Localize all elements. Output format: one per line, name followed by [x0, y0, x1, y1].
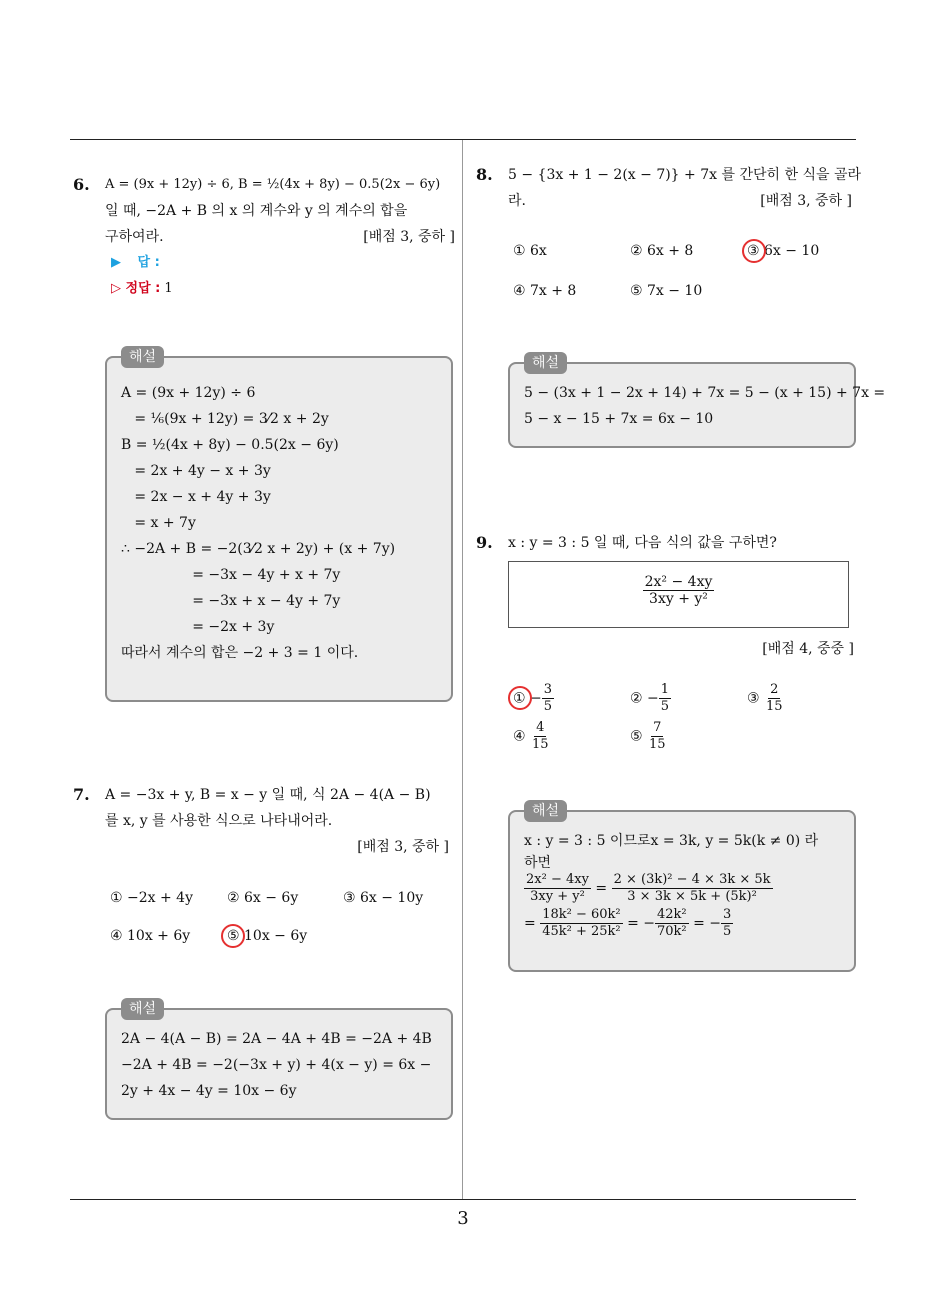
question-text-line: A = (9x + 12y) ÷ 6, B = ½(4x + 8y) − 0.5(2x − 6y) [105, 177, 441, 192]
correct-value: 1 [164, 281, 173, 296]
correct-answer-row [105, 276, 455, 302]
question-6 [73, 172, 455, 302]
explanation-line: = −3x + x − 4y + 7y [121, 593, 341, 609]
points-label: [배점 4, 중중 ] [762, 641, 854, 657]
option-1[interactable]: ① − $\frac{3}{5}$ [513, 682, 553, 714]
points-label: [배점 3, 중하 ] [760, 193, 852, 209]
option-5[interactable]: ⑤ 7x − 10 [630, 283, 703, 299]
explanation-line: = 2x − x + 4y + 3y [121, 489, 271, 505]
explanation-lines [121, 380, 437, 666]
explanation-line: 2A − 4(A − B) = 2A − 4A + 4B = −2A + 4B [121, 1031, 432, 1047]
question-text-line: 5 − {3x + 1 − 2(x − 7)} + 7x 를 간단히 한 식을 골라 [508, 167, 861, 183]
selected-answer-circle [508, 686, 532, 710]
explanation-box-6 [105, 349, 453, 702]
explanation-tag: 해설 [121, 346, 164, 368]
expression-fraction: $\frac{\text{2x² − 4xy}}{\text{3xy + y²}}$ [644, 574, 713, 607]
explanation-line: B = ½(4x + 8y) − 0.5(2x − 6y) [121, 437, 339, 453]
explanation-box-7 [105, 1001, 453, 1120]
question-text-line: x : y = 3 : 5 일 때, 다음 식의 값을 구하면? [508, 535, 777, 551]
explanation-line: A = (9x + 12y) ÷ 6 [121, 385, 256, 401]
explanation-line: = −2x + 3y [121, 619, 275, 635]
option-5[interactable]: ⑤ $\frac{7}{15}$ [630, 720, 666, 752]
expression-box [508, 561, 849, 628]
explanation-box-8 [508, 355, 886, 448]
explanation-line: x : y = 3 : 5 이므로x = 3k, y = 5k(k ≠ 0) 라 [524, 833, 819, 849]
option-3[interactable]: ③ 6x − 10 [747, 243, 820, 259]
question-number: 6. [73, 175, 90, 194]
explanation-line: = 2x + 4y − x + 3y [121, 463, 271, 479]
question-text-line: 구하여라. [105, 229, 164, 245]
option-1[interactable]: ① 6x [513, 243, 547, 259]
question-7 [73, 782, 455, 860]
question-8 [476, 162, 861, 214]
bottom-rule [70, 1199, 856, 1200]
explanation-line: = ⅙(9x + 12y) = 3⁄2 x + 2y [121, 411, 329, 427]
option-4[interactable]: ④ 7x + 8 [513, 283, 577, 299]
option-5[interactable]: ⑤ 10x − 6y [227, 928, 308, 944]
explanation-line: 5 − (3x + 1 − 2x + 14) + 7x = 5 − (x + 15) + 7x = [524, 385, 886, 401]
explanation-equation-1: $\frac{\text{2x² − 4xy}}{\text{3xy + y²}}$ = $\frac{\text{2 × (3k)² − 4 × 3k × 5k}}{\text{3 × 3k × 5k + (5k)²}}$ [526, 872, 771, 904]
option-3[interactable]: ③ $\frac{2}{15}$ [747, 682, 783, 714]
top-rule [70, 139, 856, 140]
explanation-line: ∴ −2A + B = −2(3⁄2 x + 2y) + (x + 7y) [121, 541, 396, 557]
question-text-line: 라. [508, 193, 526, 209]
explanation-tag: 해설 [121, 998, 164, 1020]
explanation-tag: 해설 [524, 352, 567, 374]
option-3[interactable]: ③ 6x − 10y [343, 890, 424, 906]
option-2[interactable]: ② 6x − 6y [227, 890, 299, 906]
question-text-line: 일 때, −2A + B 의 x 의 계수와 y 의 계수의 합을 [105, 203, 408, 219]
option-4[interactable]: ④ $\frac{4}{15}$ [513, 720, 549, 752]
question-number: 9. [476, 533, 493, 552]
page-number: 3 [457, 1208, 469, 1229]
explanation-line: 하면 [524, 855, 552, 871]
question-number: 8. [476, 165, 493, 184]
explanation-equation-2: = $\frac{\text{18k² − 60k²}}{\text{45k² + 25k²}}$ = − $\frac{\text{42k²}}{\text{70k²}}$ = − $\frac{3}{5}$ [524, 907, 732, 939]
explanation-line: −2A + 4B = −2(−3x + y) + 4(x − y) = 6x − [121, 1057, 432, 1073]
option-4[interactable]: ④ 10x + 6y [110, 928, 191, 944]
answer-row [105, 250, 455, 276]
explanation-line: 2y + 4x − 4y = 10x − 6y [121, 1083, 297, 1099]
selected-answer-circle [221, 924, 245, 948]
selected-answer-circle [742, 239, 766, 263]
option-2[interactable]: ② − $\frac{1}{5}$ [630, 682, 670, 714]
question-text-line: A = −3x + y, B = x − y 일 때, 식 2A − 4(A − B) [105, 787, 431, 803]
option-2[interactable]: ② 6x + 8 [630, 243, 694, 259]
explanation-tag: 해설 [524, 800, 567, 822]
explanation-box-9 [508, 803, 856, 972]
points-label: [배점 3, 중하 ] [357, 839, 449, 855]
explanation-line: 5 − x − 15 + 7x = 6x − 10 [524, 411, 714, 427]
play-arrow-icon: ▶ [111, 255, 121, 270]
question-text-line: 를 x, y 를 사용한 식으로 나타내어라. [105, 813, 333, 829]
explanation-line: 따라서 계수의 합은 −2 + 3 = 1 이다. [121, 645, 359, 661]
explanation-line: = −3x − 4y + x + 7y [121, 567, 341, 583]
points-label: [배점 3, 중하 ] [363, 229, 455, 245]
answer-label: 답 : [137, 255, 160, 270]
column-divider [462, 140, 463, 1200]
question-9 [476, 530, 858, 556]
option-1[interactable]: ① −2x + 4y [110, 890, 193, 906]
correct-label: ▷ 정답 : [111, 281, 161, 296]
question-number: 7. [73, 785, 90, 804]
explanation-line: = x + 7y [121, 515, 196, 531]
